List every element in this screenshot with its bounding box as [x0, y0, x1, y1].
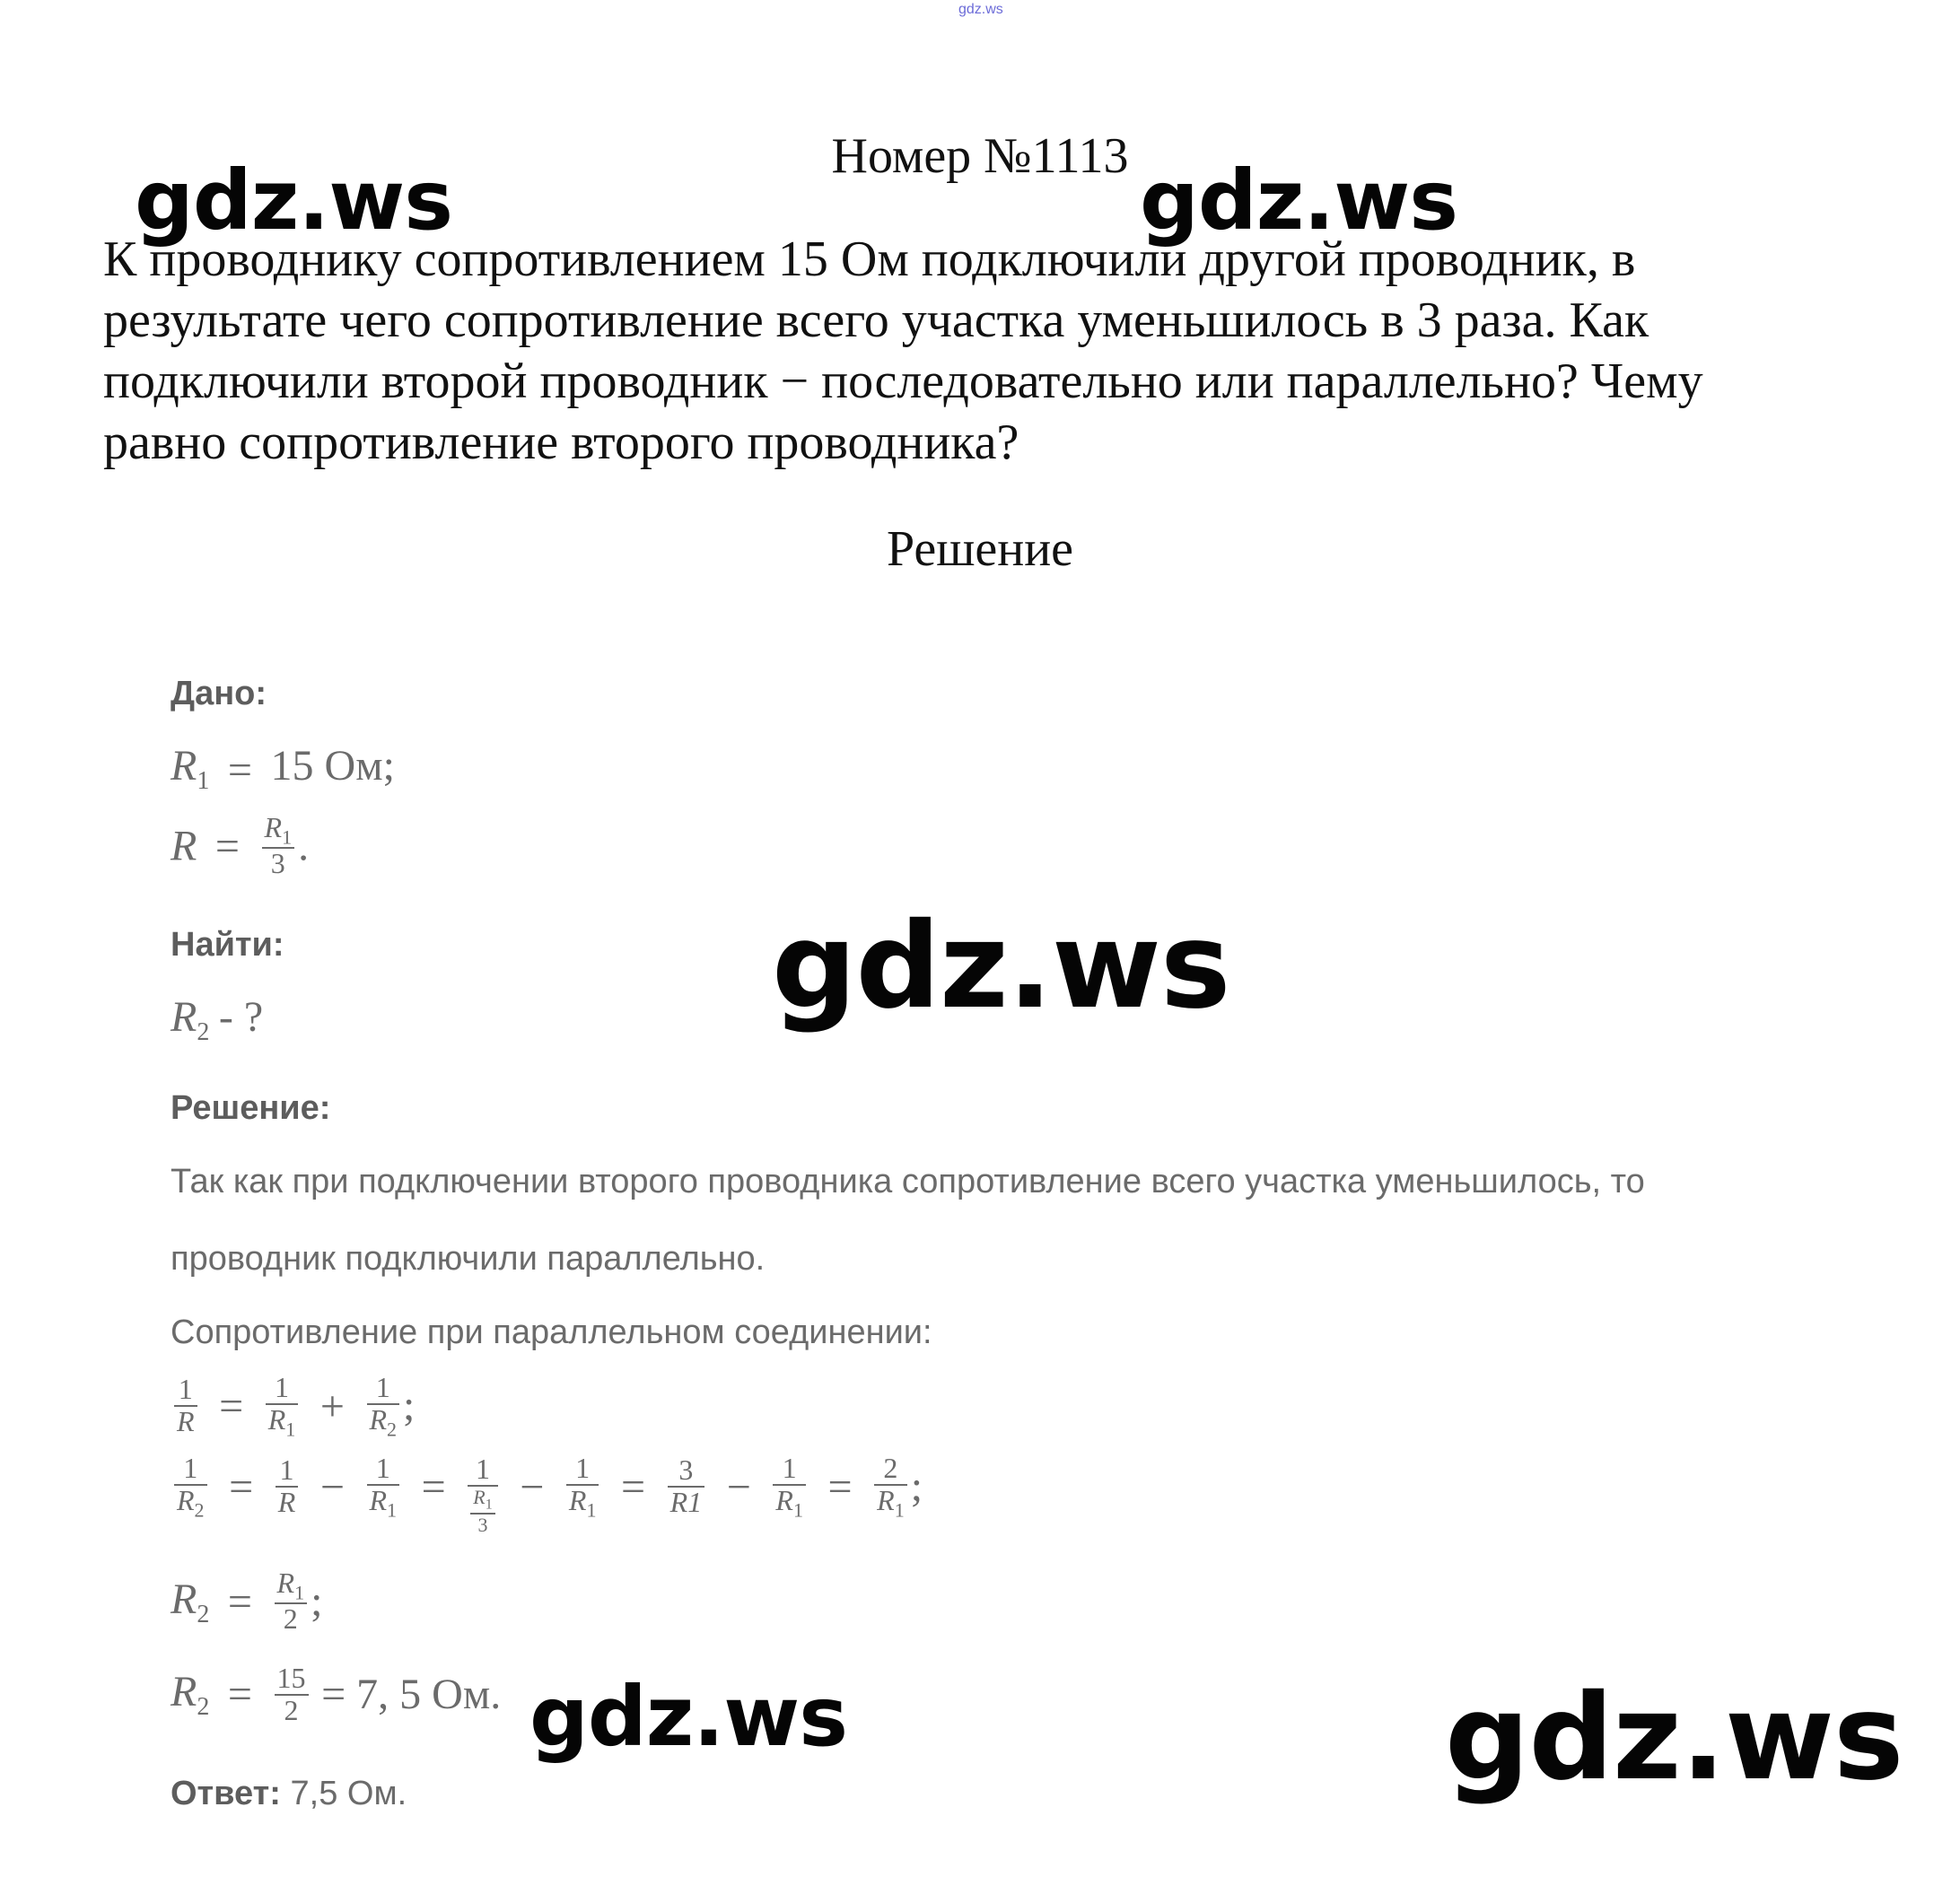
problem-line: К проводнику сопротивлением 15 Ом подключили другой проводник, в	[103, 231, 1636, 287]
answer-value: 7,5 Ом.	[290, 1775, 407, 1812]
fraction-1-over-r1: $\frac{1}{R_1}$	[566, 1453, 599, 1520]
watermark: gdz.ws	[135, 153, 452, 249]
fraction-3-over-r1: $\frac{3}{R1}$	[668, 1455, 705, 1517]
fraction-1-over-r: $\frac{1}{R}$	[174, 1375, 197, 1436]
solution-text-line: Так как при подключении второго проводника сопротивление всего участка уменьшилось, то	[171, 1163, 1645, 1200]
watermark: gdz.ws	[1445, 1669, 1903, 1807]
equals-sign: =	[227, 746, 252, 795]
r1-text: R1	[668, 1486, 705, 1518]
problem-line: равно сопротивление второго проводника?	[103, 415, 1019, 470]
period: .	[298, 822, 310, 870]
equals-sign: =	[421, 1462, 446, 1511]
minus-sign: −	[319, 1462, 345, 1511]
equals-sign: =	[229, 1462, 254, 1511]
sub-1: 1	[197, 767, 210, 795]
fraction-r1-over-3	[262, 813, 295, 879]
page-title: Номер №1113	[831, 128, 1129, 184]
var-r: R	[171, 742, 197, 790]
equation-parallel	[171, 1373, 415, 1439]
var-r: R	[171, 822, 197, 870]
var-r: R	[171, 993, 197, 1041]
given-label: Дано:	[171, 675, 267, 712]
equals-sign: =	[219, 1382, 244, 1430]
equals-sign: =	[621, 1462, 646, 1511]
fraction-1-over-r1: $\frac{1}{R_1}$	[773, 1453, 806, 1520]
plus-sign: +	[319, 1382, 345, 1430]
site-mark: gdz.ws	[958, 2, 1003, 17]
semicolon: ;	[910, 1462, 923, 1511]
semicolon: ;	[311, 1577, 323, 1626]
given-r	[171, 813, 309, 879]
find-question: - ?	[218, 993, 264, 1041]
equals-sign: =	[827, 1462, 853, 1511]
minus-sign: −	[520, 1462, 545, 1511]
solution-text-line: Сопротивление при параллельном соединении:	[171, 1314, 932, 1351]
fraction-1-over-r1: $\frac{1}{R_1}$	[367, 1453, 400, 1520]
find-label: Найти:	[171, 926, 284, 964]
equals-sign: =	[214, 822, 240, 870]
answer-line	[171, 1775, 407, 1813]
minus-sign: −	[726, 1462, 751, 1511]
equals-sign: =	[227, 1671, 252, 1719]
r2-value: = 7, 5 Ом.	[321, 1671, 502, 1719]
semicolon: ;	[403, 1382, 416, 1430]
watermark: gdz.ws	[1140, 153, 1457, 249]
find-r2	[171, 992, 263, 1047]
problem-line: подключили второй проводник − последовательно или параллельно? Чему	[103, 354, 1703, 409]
problem-line: результате чего сопротивление всего участка уменьшилось в 3 раза. Как	[103, 292, 1649, 348]
watermark: gdz.ws	[772, 897, 1230, 1035]
var-r: R	[264, 811, 283, 843]
denominator: 3	[262, 847, 295, 879]
equation-derivation	[171, 1453, 923, 1535]
solution-heading: Решение	[886, 521, 1074, 577]
sub-2: 2	[197, 1018, 210, 1046]
solution-label: Решение:	[171, 1089, 331, 1127]
solution-text-line: проводник подключили параллельно.	[171, 1240, 766, 1278]
var-r: $R_2$	[171, 1668, 210, 1722]
var-r: $R_2$	[171, 1575, 210, 1628]
fraction-1-over-r2: $\frac{1}{R_2}$	[367, 1373, 400, 1439]
fraction-1-over-r1-over-3: $\frac{1}{\frac{R_1}{3}}$	[468, 1454, 497, 1535]
equation-r2-formula	[171, 1568, 322, 1635]
answer-label: Ответ:	[171, 1775, 281, 1812]
equation-r2-value	[171, 1663, 501, 1725]
watermark: gdz.ws	[529, 1669, 847, 1765]
fraction-2-over-r1: $\frac{2}{R_1}$	[874, 1453, 907, 1520]
fraction-1-over-r1: $\frac{1}{R_1}$	[266, 1373, 299, 1439]
given-r1	[171, 741, 395, 796]
sub-1: 1	[282, 825, 293, 849]
given-r1-value: 15 Ом;	[270, 742, 395, 790]
fraction-15-over-2: $\frac{15}{2}$	[275, 1663, 309, 1725]
fraction-1-over-r: $\frac{1}{R}$	[276, 1455, 299, 1517]
fraction-r1-over-2: $\frac{R_1}{2}$	[275, 1568, 308, 1635]
equals-sign: =	[227, 1577, 252, 1626]
fraction-1-over-r2: $\frac{1}{R_2}$	[174, 1453, 207, 1520]
problem-statement	[103, 229, 1862, 473]
